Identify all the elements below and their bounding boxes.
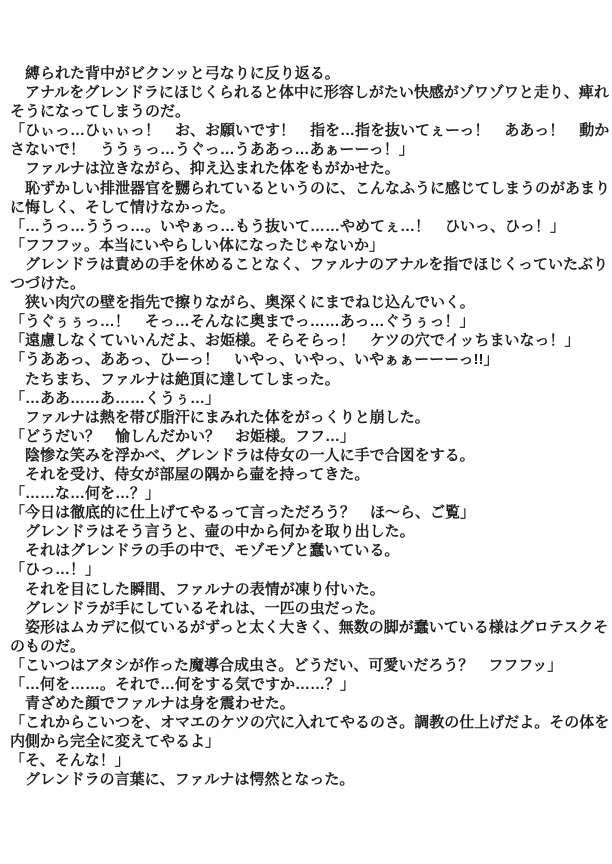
text-line: たちまち、ファルナは絶頂に達してしまった。 <box>10 370 340 388</box>
text-line: 「こいつはアタシが作った魔導合成虫さ。どうだい、可愛いだろう？ フフフッ」 <box>10 656 563 674</box>
text-line: グレンドラの言葉に、ファルナは愕然となった。 <box>10 771 355 789</box>
text-line: に悔しく、そして情けなかった。 <box>10 198 235 216</box>
text-line: 内側から完全に変えてやるよ」 <box>10 733 221 751</box>
text-line: 「…ああ……あ……くうぅ…」 <box>10 389 221 407</box>
text-line: 「どうだい？ 愉しんだかい？ お姫様。フフ…」 <box>10 427 356 445</box>
text-line: ファルナは泣きながら、抑え込まれた体をもがかせた。 <box>10 160 400 178</box>
text-line: それを受け、侍女が部屋の隅から壷を持ってきた。 <box>10 465 370 483</box>
text-line: アナルをグレンドラにほじくられると体中に形容しがたい快感がゾワゾワと走り、痺れ <box>10 84 609 102</box>
text-line: そうになってしまうのだ。 <box>10 103 191 121</box>
text-line: 「遠慮しなくていいんだよ、お姫様。そらそらっ！ ケツの穴でイッちまいなっ！」 <box>10 332 580 350</box>
text-line: グレンドラは責めの手を休めることなく、ファルナのアナルを指でほじくっていたぶり <box>10 255 608 273</box>
text-line: グレンドラはそう言うと、壷の中から何かを取り出した。 <box>10 523 415 541</box>
text-line: 姿形はムカデに似ているがずっと太く大きく、無数の脚が蠢いている様はグロテスクそ <box>10 618 609 636</box>
document-body <box>10 64 611 790</box>
text-line: それはグレンドラの手の中で、モゾモゾと蠢いている。 <box>10 542 400 560</box>
text-line: 陰惨な笑みを浮かべ、グレンドラは侍女の一人に手で合図をする。 <box>10 446 475 464</box>
text-line: 「…何を……。それで…何をする気ですか……？」 <box>10 676 356 693</box>
text-line: それを目にした瞬間、ファルナの表情が凍り付いた。 <box>10 580 385 598</box>
text-line: 「……な…何を…？」 <box>10 485 161 503</box>
text-line: 「そ、そんな！」 <box>10 752 130 770</box>
text-line: つづけた。 <box>10 275 86 293</box>
text-line: 「フフフッ。本当にいやらしい体になったじゃないか」 <box>10 236 384 254</box>
text-line: 「これからこいつを、オマエのケツの穴に入れてやるのさ。調教の仕上げだよ。その体を <box>10 714 610 732</box>
text-line: グレンドラが手にしているそれは、一匹の虫だった。 <box>10 599 385 617</box>
text-line: 「うああっ、ああっ、ひーっ！ いやっ、いやっ、いやぁぁーーーっ!!」 <box>10 351 499 369</box>
text-line: さないで！ ううぅっ…うぐっ…うああっ…あぁーーっ！」 <box>10 141 414 159</box>
text-line: 「今日は徹底的に仕上げてやるって言っただろう？ ほ〜ら、ご覧」 <box>10 504 476 522</box>
text-line: 「うぐぅぅっ…！ そっ…そんなに奥までっ……あっ…ぐうぅっ！」 <box>10 313 475 331</box>
text-line: 「ひぃっ…ひぃぃっ！ お、お願いです！ 指を…指を抜いてぇーっ！ ああっ！ 動か <box>10 122 610 140</box>
text-line: 縛られた背中がビクンッと弓なりに反り返る。 <box>10 65 340 82</box>
text-line: のものだ。 <box>10 637 86 655</box>
text-line: 恥ずかしい排泄器官を嬲られているというのに、こんなふうに感じてしまうのがあまり <box>10 179 611 197</box>
text-line: 「…うっ…ううっ…。いやぁっ…もう抜いて……やめてぇ…！ ひいっ、ひっ！」 <box>10 217 566 235</box>
text-line: 「ひっ…！」 <box>10 561 101 579</box>
text-line: 狭い肉穴の壁を指先で擦りながら、奥深くにまでねじ込んでいく。 <box>10 294 475 312</box>
text-line: ファルナは熱を帯び脂汗にまみれた体をがっくりと崩した。 <box>10 408 430 426</box>
text-line: 青ざめた顔でファルナは身を震わせた。 <box>10 695 295 713</box>
